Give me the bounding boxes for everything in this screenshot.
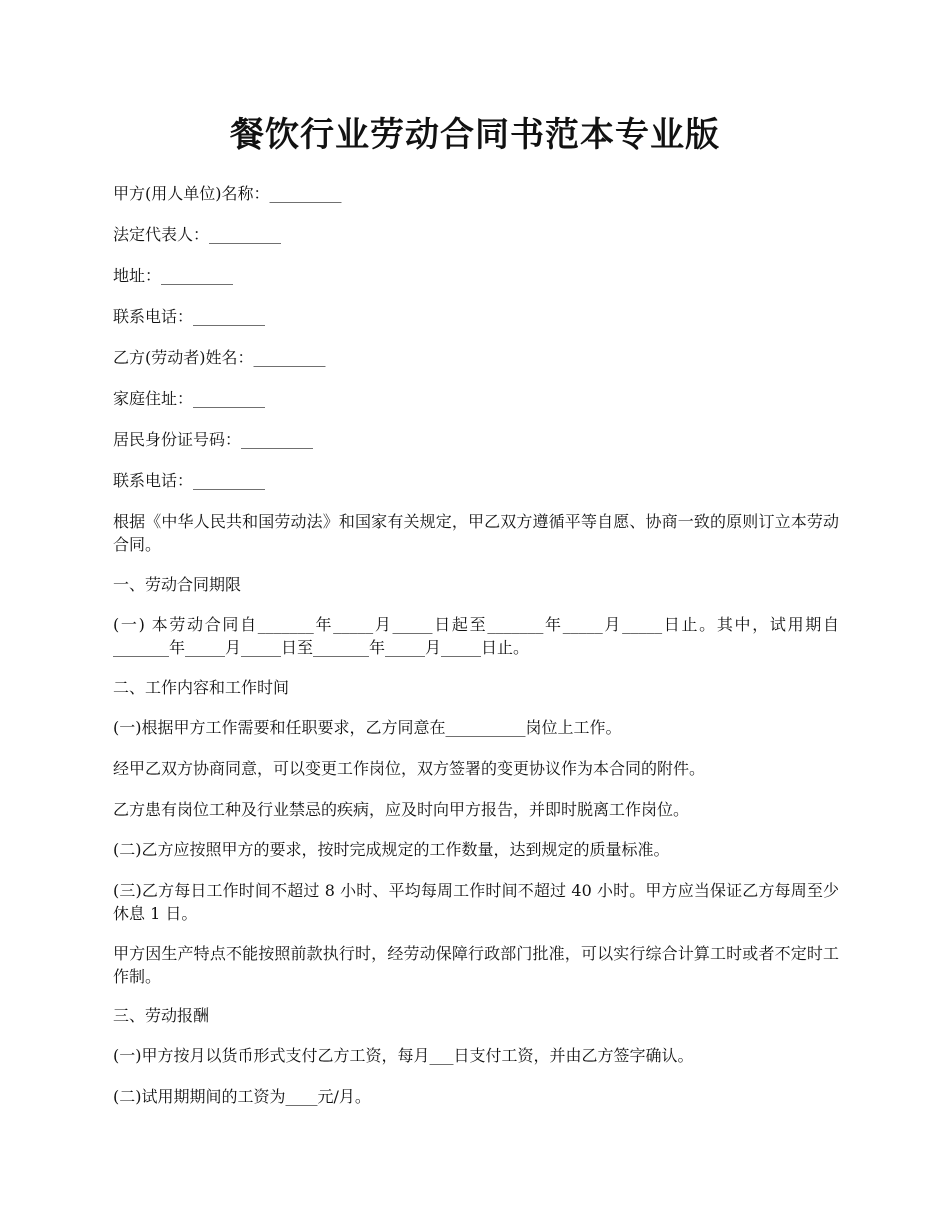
legal-representative-field: 法定代表人：_________ xyxy=(113,225,282,244)
section-heading-work: 二、工作内容和工作时间 xyxy=(113,678,290,697)
clause-working-hours: (三)乙方每日工作时间不超过 8 小时、平均每周工作时间不超过 40 小时。甲方应当保证乙方每周至少休息 1 日。 xyxy=(113,881,839,923)
clause-work-position: (一)根据甲方工作需要和任职要求，乙方同意在__________岗位上工作。 xyxy=(113,718,622,737)
address-field: 地址：_________ xyxy=(113,266,234,285)
clause-probation-pay: (二)试用期期间的工资为____元/月。 xyxy=(113,1087,371,1106)
id-number-field: 居民身份证号码：_________ xyxy=(113,430,314,449)
clause-monthly-pay: (一)甲方按月以货币形式支付乙方工资，每月___日支付工资，并由乙方签字确认。 xyxy=(113,1046,694,1065)
clause-contract-term: (一) 本劳动合同自_______年_____月_____日起至_______年_____月_____日止。其中，试用期自_______年_____月_____日至_______年_____月_____日止。 xyxy=(113,615,839,657)
clause-flexible-hours: 甲方因生产特点不能按照前款执行时，经劳动保障行政部门批准，可以实行综合计算工时或者不定时工作制。 xyxy=(113,944,839,986)
party-b-phone-field: 联系电话：_________ xyxy=(113,471,266,490)
section-heading-pay: 三、劳动报酬 xyxy=(113,1006,210,1025)
party-b-name-field: 乙方(劳动者)姓名：_________ xyxy=(113,348,326,367)
preamble-paragraph: 根据《中华人民共和国劳动法》和国家有关规定，甲乙双方遵循平等自愿、协商一致的原则订立本劳动合同。 xyxy=(113,512,839,554)
clause-work-quality: (二)乙方应按照甲方的要求，按时完成规定的工作数量，达到规定的质量标准。 xyxy=(113,840,670,859)
party-a-name-field: 甲方(用人单位)名称：_________ xyxy=(113,184,342,203)
party-a-phone-field: 联系电话：_________ xyxy=(113,307,266,326)
clause-position-change: 经甲乙双方协商同意，可以变更工作岗位，双方签署的变更协议作为本合同的附件。 xyxy=(113,759,706,778)
home-address-field: 家庭住址：_________ xyxy=(113,389,266,408)
clause-disease-report: 乙方患有岗位工种及行业禁忌的疾病，应及时向甲方报告，并即时脱离工作岗位。 xyxy=(113,800,690,819)
document-title: 餐饮行业劳动合同书范本专业版 xyxy=(230,115,720,155)
section-heading-term: 一、劳动合同期限 xyxy=(113,575,242,594)
